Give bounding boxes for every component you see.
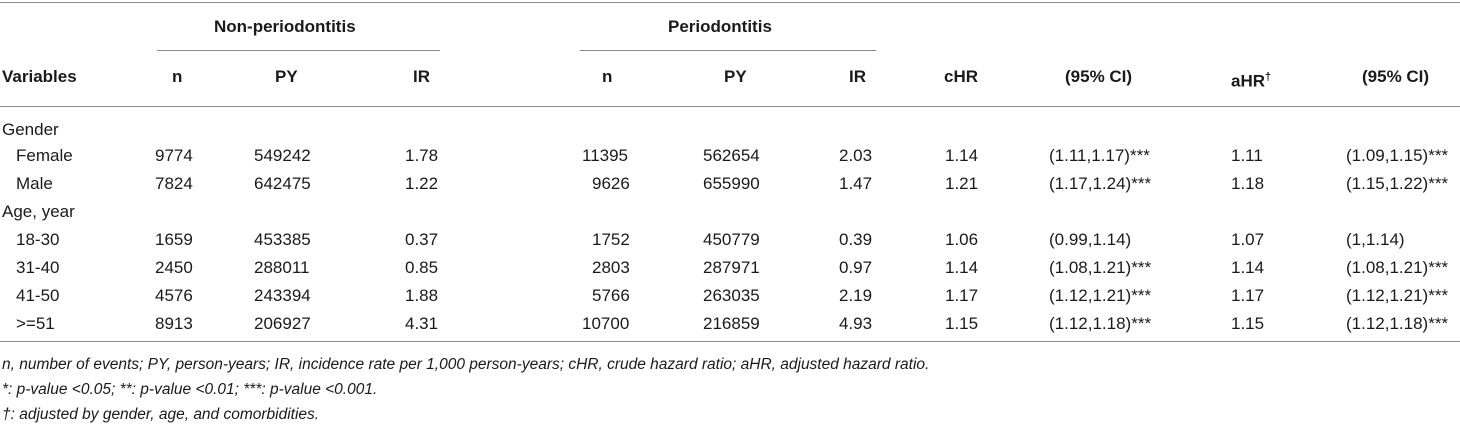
footnote-dagger: †: adjusted by gender, age, and comorbidities. bbox=[2, 406, 320, 423]
section-label-gender: Gender bbox=[2, 120, 59, 139]
top-rule bbox=[0, 2, 1460, 3]
table-cell: 243394 bbox=[254, 286, 311, 305]
footnote-abbreviations: n, number of events; PY, person-years; IR, incidence rate per 1,000 person-years; cHR, crude hazard ratio; aHR, adjusted hazard ratio. bbox=[2, 356, 930, 373]
group-rule-periodontitis bbox=[580, 50, 876, 51]
table-cell: 0.97 bbox=[839, 258, 873, 277]
table-cell: 1.14 bbox=[945, 258, 979, 277]
table-cell: 1.17 bbox=[1231, 286, 1265, 305]
table-cell: 7824 bbox=[155, 174, 193, 193]
table-cell: 642475 bbox=[254, 174, 311, 193]
table-cell: 1.11 bbox=[1231, 146, 1263, 165]
column-header-ahr bbox=[1231, 67, 1271, 92]
table-cell: 1.17 bbox=[945, 286, 979, 305]
table-cell: 288011 bbox=[254, 258, 310, 277]
column-header-n: n bbox=[172, 67, 183, 86]
table-cell: 2450 bbox=[155, 258, 193, 277]
table-cell: 8913 bbox=[155, 314, 193, 333]
table-cell: (1.12,1.18)*** bbox=[1049, 314, 1152, 333]
table-cell: 1.78 bbox=[405, 146, 439, 165]
table-cell: 1.22 bbox=[405, 174, 439, 193]
column-header-ci: (95% CI) bbox=[1362, 67, 1430, 86]
table-cell: (1.15,1.22)*** bbox=[1346, 174, 1449, 193]
table-cell: 1.14 bbox=[945, 146, 979, 165]
table-cell: 9626 bbox=[592, 174, 630, 193]
table-cell: (1.09,1.15)*** bbox=[1346, 146, 1449, 165]
table-cell: 206927 bbox=[254, 314, 311, 333]
section-label-age: Age, year bbox=[2, 202, 75, 221]
table-cell: 1659 bbox=[155, 230, 193, 249]
table-cell: (1.17,1.24)*** bbox=[1049, 174, 1152, 193]
row-label: Male bbox=[16, 174, 53, 193]
table-cell: (1.12,1.21)*** bbox=[1049, 286, 1152, 305]
table-cell: 1.21 bbox=[945, 174, 979, 193]
table-cell: 0.85 bbox=[405, 258, 439, 277]
table-cell: 1.47 bbox=[839, 174, 873, 193]
table-cell: 1.14 bbox=[1231, 258, 1265, 277]
row-label: 31-40 bbox=[16, 258, 60, 277]
column-header-py: PY bbox=[275, 67, 298, 86]
table-cell: 2.19 bbox=[839, 286, 873, 305]
table-cell: 4.93 bbox=[839, 314, 873, 333]
table-cell: 1.06 bbox=[945, 230, 979, 249]
table-cell: (1.11,1.17)*** bbox=[1049, 146, 1150, 165]
table-cell: 11395 bbox=[582, 146, 629, 165]
table-cell: (1,1.14) bbox=[1346, 230, 1405, 249]
table-cell: 453385 bbox=[254, 230, 311, 249]
column-header-ci: (95% CI) bbox=[1065, 67, 1133, 86]
row-label: Female bbox=[16, 146, 73, 165]
table-cell: 562654 bbox=[703, 146, 760, 165]
table-cell: 9774 bbox=[155, 146, 193, 165]
table-cell: (1.12,1.21)*** bbox=[1346, 286, 1449, 305]
header-rule bbox=[0, 106, 1460, 107]
table-cell: 1.88 bbox=[405, 286, 439, 305]
table-cell: 0.37 bbox=[405, 230, 439, 249]
table-cell: 0.39 bbox=[839, 230, 873, 249]
column-header-variables: Variables bbox=[2, 67, 77, 86]
column-header-n: n bbox=[602, 67, 613, 86]
table-cell: 263035 bbox=[703, 286, 760, 305]
table-cell: 216859 bbox=[703, 314, 760, 333]
column-header-ir: IR bbox=[849, 67, 866, 86]
column-header-chr: cHR bbox=[944, 67, 979, 86]
dagger-mark: † bbox=[1265, 71, 1272, 83]
row-label: >=51 bbox=[16, 314, 55, 333]
group-header-periodontitis: Periodontitis bbox=[668, 17, 772, 36]
table-cell: 1752 bbox=[592, 230, 630, 249]
table-cell: 1.15 bbox=[945, 314, 979, 333]
table-cell: (0.99,1.14) bbox=[1049, 230, 1132, 249]
table-cell: 549242 bbox=[254, 146, 311, 165]
table-cell: 2803 bbox=[592, 258, 630, 277]
table-cell: 4576 bbox=[155, 286, 193, 305]
table-cell: 1.15 bbox=[1231, 314, 1265, 333]
table-cell: 5766 bbox=[592, 286, 630, 305]
table-cell: 655990 bbox=[703, 174, 760, 193]
column-header-py: PY bbox=[724, 67, 747, 86]
ahr-label: aHR bbox=[1231, 71, 1266, 91]
row-label: 18-30 bbox=[16, 230, 60, 249]
row-label: 41-50 bbox=[16, 286, 60, 305]
table-cell: 287971 bbox=[703, 258, 760, 277]
table-cell: 1.18 bbox=[1231, 174, 1265, 193]
bottom-rule bbox=[0, 341, 1460, 342]
table-cell: 4.31 bbox=[405, 314, 439, 333]
table-cell: 10700 bbox=[582, 314, 630, 333]
group-rule-non-periodontitis bbox=[157, 50, 440, 51]
footnote-p-values: *: p-value <0.05; **: p-value <0.01; ***: p-value <0.001. bbox=[2, 381, 378, 398]
group-header-non-periodontitis: Non-periodontitis bbox=[214, 17, 356, 36]
table-cell: (1.12,1.18)*** bbox=[1346, 314, 1449, 333]
table-cell: (1.08,1.21)*** bbox=[1346, 258, 1449, 277]
column-header-ir: IR bbox=[413, 67, 430, 86]
table-cell: 450779 bbox=[703, 230, 760, 249]
table-cell: 2.03 bbox=[839, 146, 873, 165]
table-cell: 1.07 bbox=[1231, 230, 1265, 249]
table-cell: (1.08,1.21)*** bbox=[1049, 258, 1152, 277]
